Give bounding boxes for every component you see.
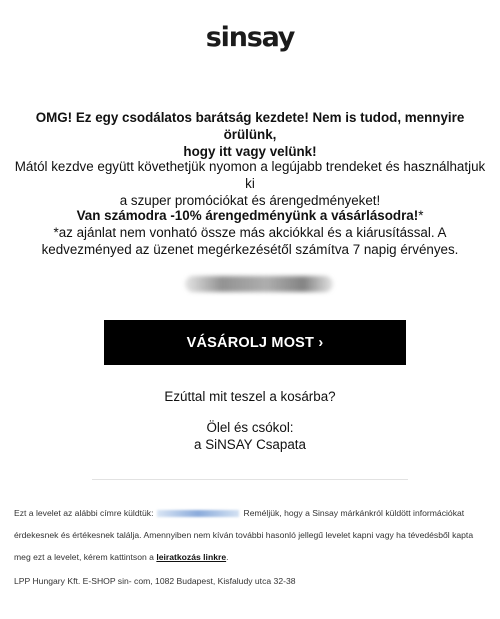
offer-headline: Van számodra -10% árengedményünk a vásárlásodra!	[76, 208, 419, 223]
closing-greeting: Ölel és csókol:	[206, 420, 294, 435]
footer-line-3	[14, 546, 488, 568]
cart-question: Ezúttal mit teszel a kosárba?	[164, 389, 336, 404]
sinsay-logo[interactable]: sinsay	[205, 22, 295, 53]
company-address: LPP Hungary Kft. E-SHOP sin- com, 1082 Budapest, Kisfaludy utca 32-38	[14, 576, 296, 586]
discount-code-redacted	[185, 276, 333, 292]
footer-notice	[14, 502, 488, 568]
signature: a SiNSAY Csapata	[194, 437, 306, 452]
offer-asterisk: *	[418, 208, 424, 223]
offer-headline-row	[14, 207, 486, 224]
unsubscribe-link[interactable]: leiratkozás linkre	[156, 552, 227, 562]
footer-line-1	[14, 502, 488, 524]
body-line-1: Mától kezdve együtt követhetjük nyomon a legújabb trendeket és használhatjuk ki	[14, 159, 486, 191]
footer-sent-suffix: Reméljük, hogy a Sinsay márkánkról küldött információkat	[243, 508, 465, 518]
offer-terms-line-2: kedvezményed az üzenet megérkezésétől számítva 7 napig érvényes.	[41, 242, 459, 257]
intro-body	[14, 158, 486, 209]
recipient-email-redacted	[157, 510, 239, 517]
footer-line-2: érdekesnek és értékesnek találja. Amennyiben nem kíván további hasonló jellegű levelet kapni vagy ha tévedésből kapta	[14, 530, 474, 540]
body-line-2: a szuper promóciókat és árengedményeket!	[119, 193, 381, 208]
footer-line-3-suffix: .	[226, 552, 229, 562]
footer-line-3-prefix: meg ezt a levelet, kérem kattintson a	[14, 552, 154, 562]
footer-sent-prefix: Ezt a levelet az alábbi címre küldtük:	[14, 508, 154, 518]
intro-heading	[14, 109, 486, 160]
shop-now-button[interactable]: VÁSÁROLJ MOST ›	[104, 320, 406, 365]
divider	[92, 479, 408, 480]
intro-line-2: hogy itt vagy velünk!	[183, 144, 317, 159]
intro-line-1: OMG! Ez egy csodálatos barátság kezdete! Nem is tudod, mennyire örülünk,	[35, 110, 465, 142]
header	[0, 22, 500, 54]
discount-offer	[14, 207, 486, 258]
offer-terms-line-1: *az ajánlat nem vonható össze más akciókkal és a kiárusítással. A	[53, 225, 447, 240]
